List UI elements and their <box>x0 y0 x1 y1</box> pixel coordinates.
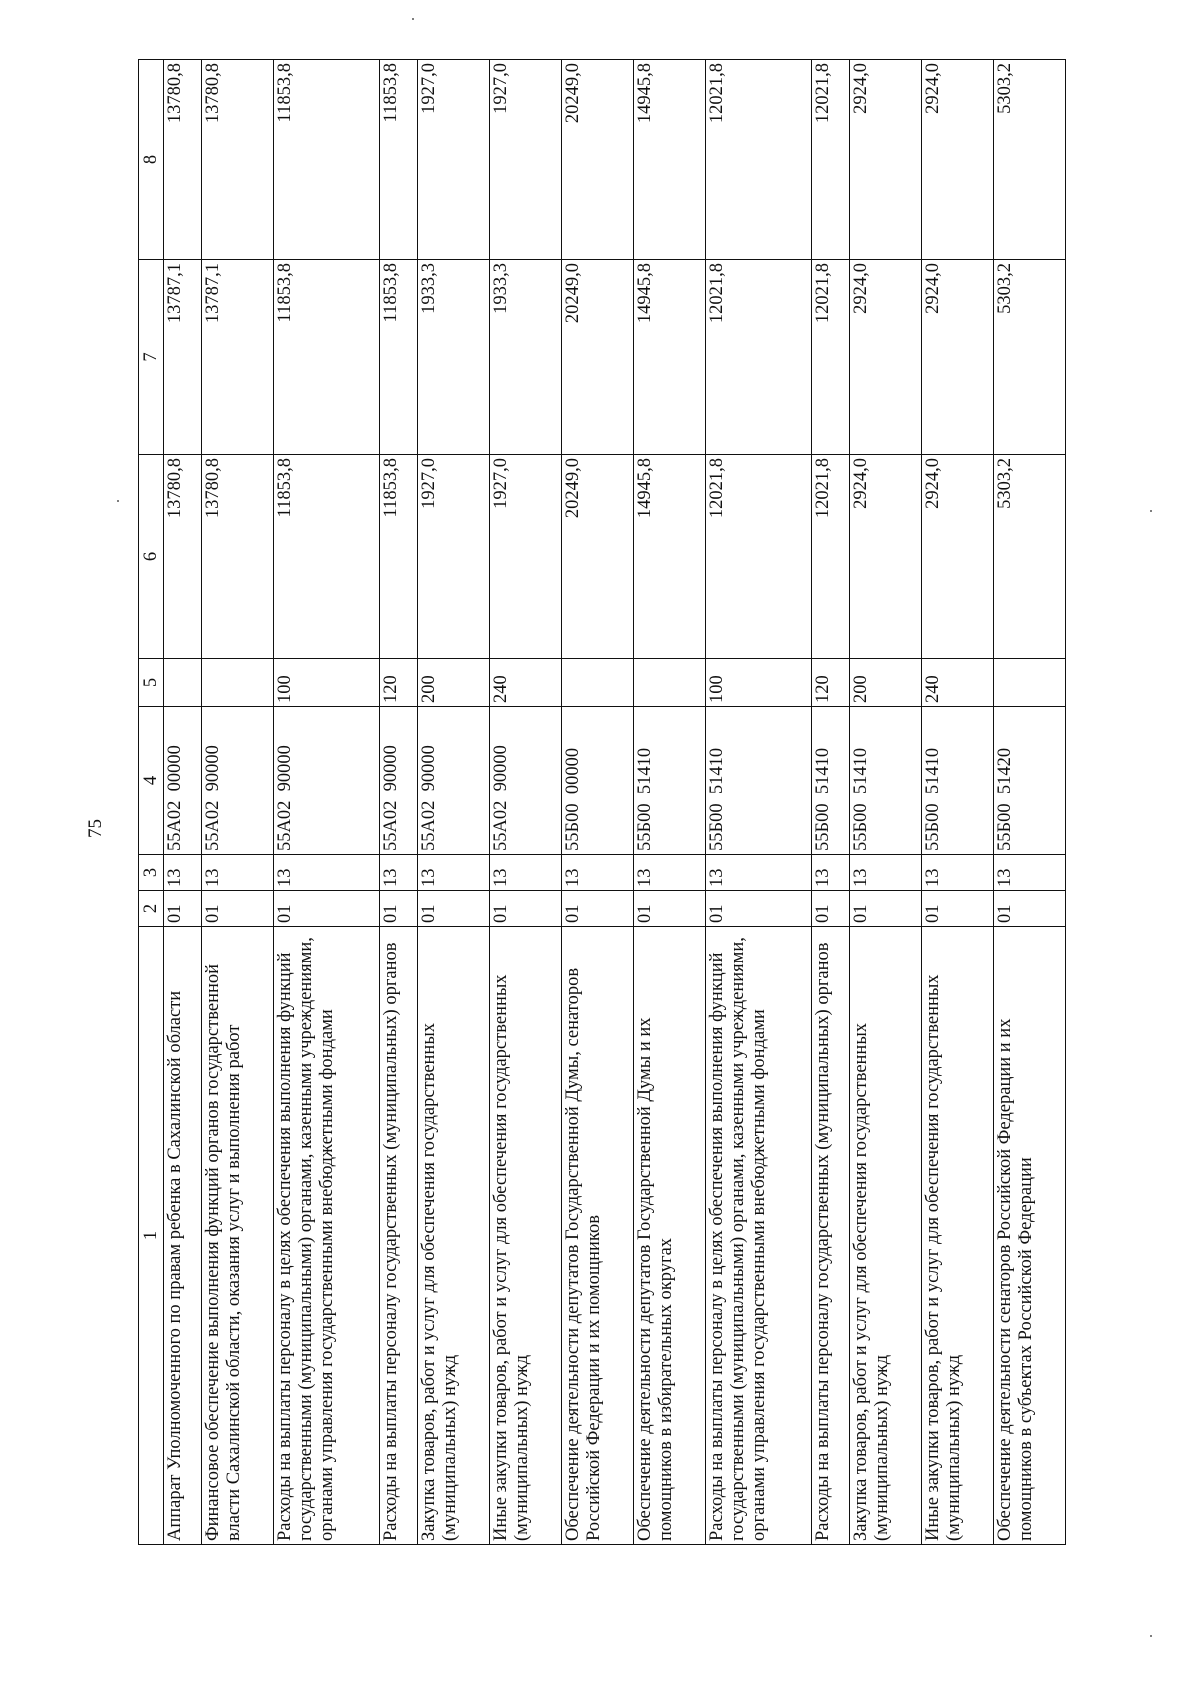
value-col6-cell: 13780,8 <box>202 455 274 659</box>
section-cell: 01 <box>202 891 274 927</box>
value-col8-cell: 13780,8 <box>202 60 274 260</box>
column-header-1: 1 <box>139 927 164 1545</box>
expense-type-cell: 120 <box>379 659 417 707</box>
table-row <box>274 60 380 1545</box>
value-col8-cell: 2924,0 <box>921 60 993 260</box>
table-row <box>850 60 922 1545</box>
column-header-5: 5 <box>139 659 164 707</box>
value-col6-cell: 2924,0 <box>850 455 922 659</box>
target-article-cell: 55А02 90000 <box>379 707 417 855</box>
rotated-table-frame <box>138 60 1066 1545</box>
value-col7-cell: 2924,0 <box>850 260 922 455</box>
target-article-cell: 55Б00 51410 <box>706 707 812 855</box>
section-cell: 01 <box>418 891 490 927</box>
value-col8-cell: 12021,8 <box>706 60 812 260</box>
expense-type-cell: 200 <box>850 659 922 707</box>
table-row <box>634 60 706 1545</box>
value-col7-cell: 20249,0 <box>562 260 634 455</box>
value-col6-cell: 5303,2 <box>993 455 1065 659</box>
value-col8-cell: 2924,0 <box>850 60 922 260</box>
subsection-cell: 13 <box>202 855 274 891</box>
value-col6-cell: 1927,0 <box>490 455 562 659</box>
section-cell: 01 <box>379 891 417 927</box>
section-cell: 01 <box>164 891 202 927</box>
expense-type-cell: 240 <box>921 659 993 707</box>
value-col7-cell: 1933,3 <box>490 260 562 455</box>
value-col7-cell: 11853,8 <box>379 260 417 455</box>
value-col8-cell: 11853,8 <box>379 60 417 260</box>
scan-speck <box>1150 1635 1152 1637</box>
table-row <box>811 60 849 1545</box>
scan-speck <box>1150 510 1152 512</box>
subsection-cell: 13 <box>164 855 202 891</box>
target-article-cell: 55А02 90000 <box>418 707 490 855</box>
column-header-6: 6 <box>139 455 164 659</box>
row-name-cell: Закупка товаров, работ и услуг для обеспечения государственных (муниципальных) нужд <box>850 927 922 1545</box>
table-row <box>379 60 417 1545</box>
expense-type-cell <box>562 659 634 707</box>
subsection-cell: 13 <box>418 855 490 891</box>
row-name-cell: Расходы на выплаты персоналу государственных (муниципальных) органов <box>811 927 849 1545</box>
target-article-cell: 55А02 90000 <box>490 707 562 855</box>
expense-type-cell <box>993 659 1065 707</box>
value-col7-cell: 12021,8 <box>811 260 849 455</box>
value-col6-cell: 11853,8 <box>379 455 417 659</box>
subsection-cell: 13 <box>850 855 922 891</box>
value-col7-cell: 14945,8 <box>634 260 706 455</box>
table-body <box>164 60 1066 1545</box>
column-header-3: 3 <box>139 855 164 891</box>
table-row <box>921 60 993 1545</box>
subsection-cell: 13 <box>274 855 380 891</box>
row-name-cell: Расходы на выплаты персоналу в целях обеспечения выполнения функций государственными (муниципальными) органами, казенными учреждениями, органами управления государственными внебюджетными фондами <box>274 927 380 1545</box>
expense-type-cell <box>634 659 706 707</box>
target-article-cell: 55Б00 51410 <box>850 707 922 855</box>
value-col7-cell: 5303,2 <box>993 260 1065 455</box>
value-col7-cell: 12021,8 <box>706 260 812 455</box>
section-cell: 01 <box>274 891 380 927</box>
target-article-cell: 55Б00 00000 <box>562 707 634 855</box>
row-name-cell: Иные закупки товаров, работ и услуг для обеспечения государственных (муниципальных) нужд <box>490 927 562 1545</box>
table-row <box>993 60 1065 1545</box>
table-row <box>706 60 812 1545</box>
value-col8-cell: 5303,2 <box>993 60 1065 260</box>
section-cell: 01 <box>811 891 849 927</box>
value-col8-cell: 14945,8 <box>634 60 706 260</box>
expense-type-cell: 100 <box>706 659 812 707</box>
table-row <box>202 60 274 1545</box>
subsection-cell: 13 <box>490 855 562 891</box>
row-name-cell: Финансовое обеспечение выполнения функций органов государственной власти Сахалинской области, оказания услуг и выполнения работ <box>202 927 274 1545</box>
section-cell: 01 <box>634 891 706 927</box>
section-cell: 01 <box>993 891 1065 927</box>
subsection-cell: 13 <box>706 855 812 891</box>
table-row <box>164 60 202 1545</box>
column-header-2: 2 <box>139 891 164 927</box>
expense-type-cell <box>202 659 274 707</box>
value-col6-cell: 12021,8 <box>706 455 812 659</box>
target-article-cell: 55Б00 51420 <box>993 707 1065 855</box>
target-article-cell: 55Б00 51410 <box>921 707 993 855</box>
subsection-cell: 13 <box>562 855 634 891</box>
target-article-cell: 55Б00 51410 <box>811 707 849 855</box>
row-name-cell: Обеспечение деятельности сенаторов Российской Федерации и их помощников в субъектах Российской Федерации <box>993 927 1065 1545</box>
column-header-8: 8 <box>139 60 164 260</box>
expense-type-cell: 100 <box>274 659 380 707</box>
value-col6-cell: 20249,0 <box>562 455 634 659</box>
value-col8-cell: 1927,0 <box>490 60 562 260</box>
target-article-cell: 55А02 90000 <box>202 707 274 855</box>
value-col7-cell: 13787,1 <box>202 260 274 455</box>
row-name-cell: Обеспечение деятельности депутатов Государственной Думы, сенаторов Российской Федерации и их помощников <box>562 927 634 1545</box>
value-col6-cell: 1927,0 <box>418 455 490 659</box>
value-col8-cell: 20249,0 <box>562 60 634 260</box>
expense-type-cell: 200 <box>418 659 490 707</box>
value-col6-cell: 11853,8 <box>274 455 380 659</box>
row-name-cell: Аппарат Уполномоченного по правам ребенка в Сахалинской области <box>164 927 202 1545</box>
section-cell: 01 <box>850 891 922 927</box>
value-col8-cell: 1927,0 <box>418 60 490 260</box>
table-row <box>418 60 490 1545</box>
value-col7-cell: 11853,8 <box>274 260 380 455</box>
column-header-7: 7 <box>139 260 164 455</box>
value-col8-cell: 13780,8 <box>164 60 202 260</box>
section-cell: 01 <box>562 891 634 927</box>
value-col6-cell: 14945,8 <box>634 455 706 659</box>
target-article-cell: 55А02 90000 <box>274 707 380 855</box>
expense-type-cell <box>164 659 202 707</box>
value-col6-cell: 12021,8 <box>811 455 849 659</box>
expense-type-cell: 240 <box>490 659 562 707</box>
section-cell: 01 <box>490 891 562 927</box>
table-row <box>562 60 634 1545</box>
row-name-cell: Расходы на выплаты персоналу государственных (муниципальных) органов <box>379 927 417 1545</box>
budget-table <box>138 59 1066 1545</box>
subsection-cell: 13 <box>379 855 417 891</box>
value-col8-cell: 11853,8 <box>274 60 380 260</box>
header-row <box>139 60 164 1545</box>
table-row <box>490 60 562 1545</box>
value-col8-cell: 12021,8 <box>811 60 849 260</box>
scan-speck <box>412 18 414 20</box>
row-name-cell: Закупка товаров, работ и услуг для обеспечения государственных (муниципальных) нужд <box>418 927 490 1545</box>
target-article-cell: 55А02 00000 <box>164 707 202 855</box>
column-header-4: 4 <box>139 707 164 855</box>
section-cell: 01 <box>706 891 812 927</box>
value-col7-cell: 13787,1 <box>164 260 202 455</box>
target-article-cell: 55Б00 51410 <box>634 707 706 855</box>
expense-type-cell: 120 <box>811 659 849 707</box>
subsection-cell: 13 <box>811 855 849 891</box>
value-col7-cell: 2924,0 <box>921 260 993 455</box>
subsection-cell: 13 <box>921 855 993 891</box>
subsection-cell: 13 <box>634 855 706 891</box>
row-name-cell: Расходы на выплаты персоналу в целях обеспечения выполнения функций государственными (муниципальными) органами, казенными учреждениями, органами управления государственными внебюджетными фондами <box>706 927 812 1545</box>
page-number: 75 <box>85 819 106 838</box>
scan-speck <box>117 500 119 502</box>
value-col6-cell: 13780,8 <box>164 455 202 659</box>
row-name-cell: Обеспечение деятельности депутатов Государственной Думы и их помощников в избирательных округах <box>634 927 706 1545</box>
value-col7-cell: 1933,3 <box>418 260 490 455</box>
section-cell: 01 <box>921 891 993 927</box>
value-col6-cell: 2924,0 <box>921 455 993 659</box>
subsection-cell: 13 <box>993 855 1065 891</box>
row-name-cell: Иные закупки товаров, работ и услуг для обеспечения государственных (муниципальных) нужд <box>921 927 993 1545</box>
